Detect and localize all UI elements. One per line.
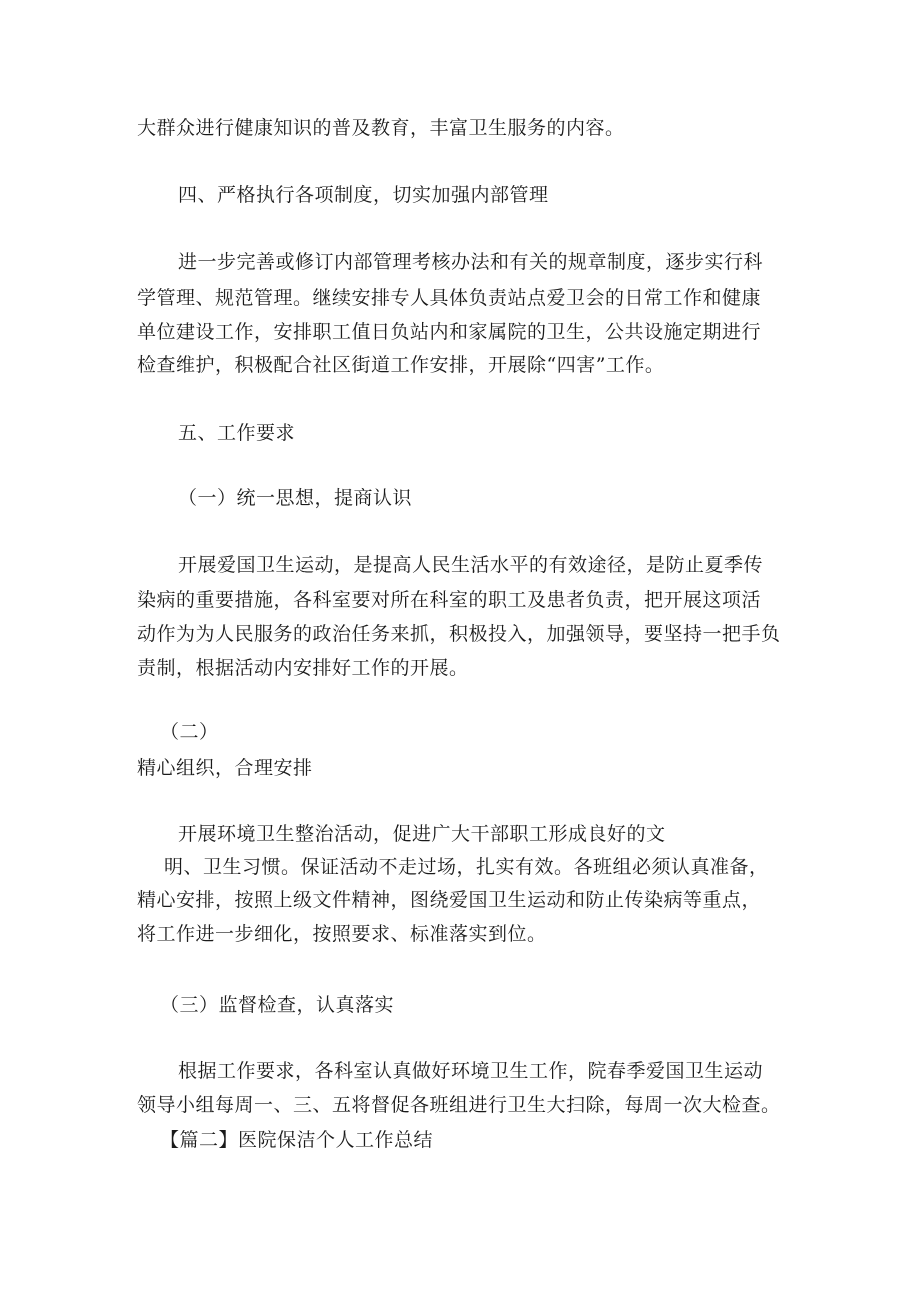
paragraph-line: 动作为为人民服务的政治任务来抓，积极投入，加强领导，要坚持一把手负 xyxy=(137,623,781,645)
section-heading: 四、严格执行各项制度，切实加强内部管理 xyxy=(178,184,549,206)
subsection-heading: （二） xyxy=(160,721,219,743)
paragraph-line: 开展爱国卫生运动，是提高人民生活水平的有效途径，是防止夏季传 xyxy=(178,554,764,576)
paragraph-line: 大群众进行健康知识的普及教育，丰富卫生服务的内容。 xyxy=(137,117,625,139)
subsection-heading: （三）监督检查，认真落实 xyxy=(160,994,395,1016)
paragraph-line: 领导小组每周一、三、五将督促各班组进行卫生大扫除，每周一次大检查。 xyxy=(137,1094,781,1116)
paragraph-line: 责制，根据活动内安排好工作的开展。 xyxy=(137,657,469,679)
subsection-heading: 精心组织，合理安排 xyxy=(137,757,313,779)
subsection-heading: （一）统一思想，提商认识 xyxy=(178,487,413,509)
paragraph-line: 单位建设工作，安排职工值日负站内和家属院的卫生，公共设施定期进行 xyxy=(137,321,762,343)
paragraph-line: 根据工作要求，各科室认真做好环境卫生工作，院春季爱国卫生运动 xyxy=(178,1060,764,1082)
paragraph-line: 检查维护，积极配合社区街道工作安排，开展除“四害”工作。 xyxy=(137,354,665,376)
paragraph-line: 明、卫生习惯。保证活动不走过场，扎实有效。各班组必须认真准备， xyxy=(164,856,769,878)
section-heading: 五、工作要求 xyxy=(178,422,296,444)
paragraph-line: 精心安排，按照上级文件精神，图绕爱国卫生运动和防止传染病等重点， xyxy=(137,889,762,911)
article-title: 【篇二】医院保洁个人工作总结 xyxy=(160,1129,434,1151)
paragraph-line: 染病的重要措施，各科室要对所在科室的职工及患者负责，把开展这项活 xyxy=(137,589,762,611)
paragraph-line: 进一步完善或修订内部管理考核办法和有关的规章制度，逐步实行科 xyxy=(178,251,764,273)
paragraph-line: 开展环境卫生整治活动，促进广大干部职工形成良好的文 xyxy=(178,823,666,845)
paragraph-line: 将工作进一步细化，按照要求、标准落实到位。 xyxy=(137,923,547,945)
paragraph-line: 学管理、规范管理。继续安排专人具体负责站点爱卫会的日常工作和健康 xyxy=(137,287,762,309)
